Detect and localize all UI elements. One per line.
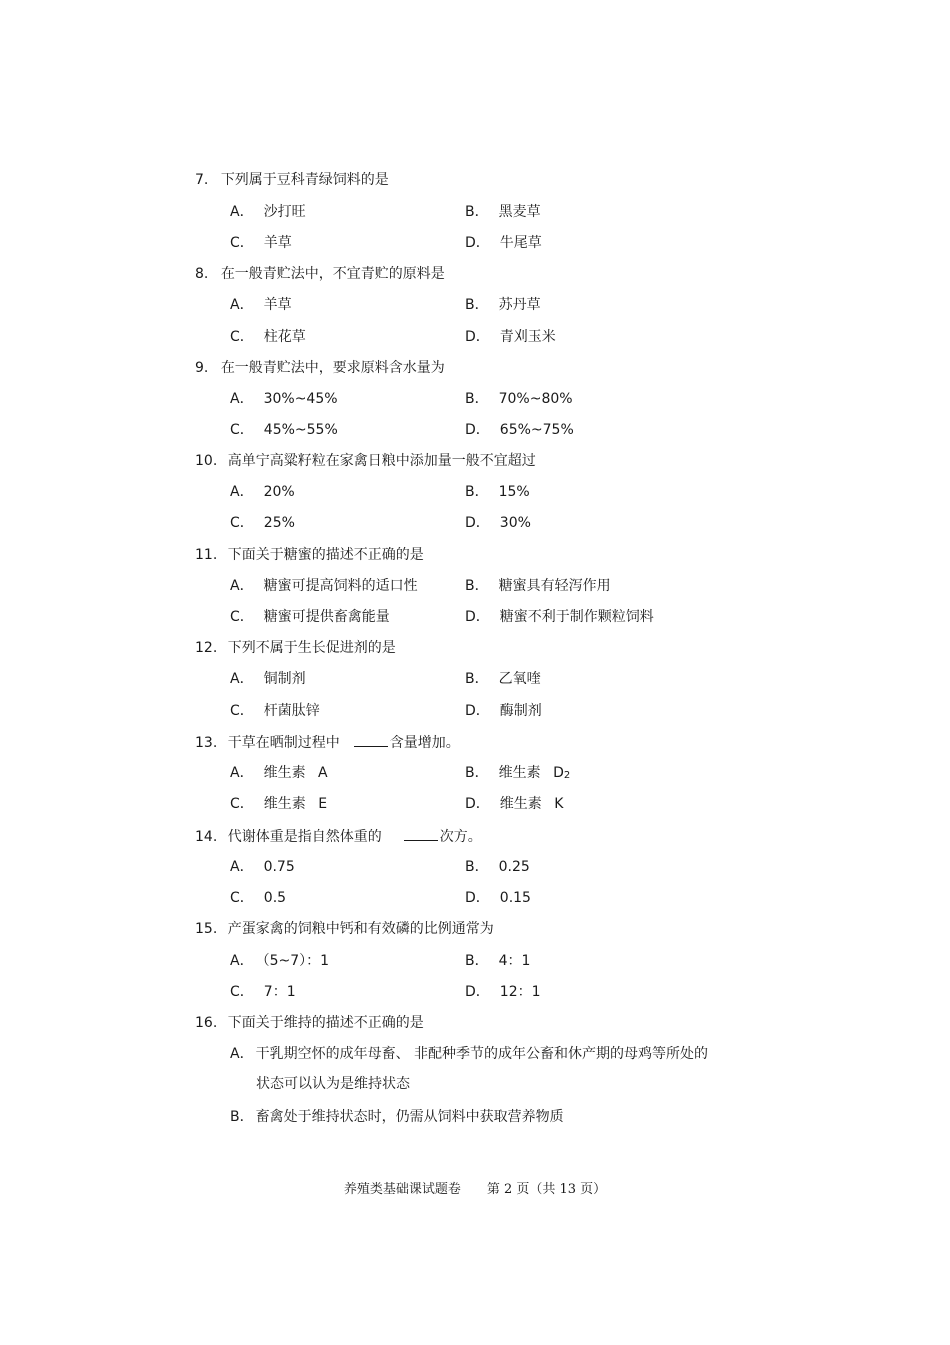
question-13 bbox=[195, 732, 460, 753]
question-text-after: 次方。 bbox=[439, 829, 482, 845]
footer-page-info: 第 2 页（共 13 页） bbox=[486, 1182, 607, 1197]
page-footer bbox=[0, 1178, 950, 1197]
answer-blank bbox=[354, 732, 388, 747]
option-b: B． 维生素 D2 bbox=[465, 765, 571, 781]
question-number: 15. bbox=[195, 921, 218, 937]
question-text-before: 代谢体重是指自然体重的 bbox=[227, 829, 382, 845]
option-d: D． 牛尾草 bbox=[465, 235, 542, 251]
option-d: D． 酶制剂 bbox=[465, 703, 542, 719]
option-c: C． 0.5 bbox=[230, 890, 287, 906]
option-d: D． 0.15 bbox=[465, 890, 531, 906]
option-c: C． 杆菌肽锌 bbox=[230, 703, 320, 719]
question-9 bbox=[195, 358, 445, 378]
option-a: A． 0.75 bbox=[230, 859, 295, 875]
option-b: B． 黑麦草 bbox=[465, 204, 541, 220]
option-d: D． 青刈玉米 bbox=[465, 329, 556, 345]
option-b: B． 糖蜜具有轻泻作用 bbox=[465, 578, 611, 594]
question-text: 下面关于糖蜜的描述不正确的是 bbox=[227, 547, 424, 563]
question-text: 下面关于维持的描述不正确的是 bbox=[227, 1015, 424, 1031]
option-a: A． 30%~45% bbox=[230, 391, 338, 407]
option-a: A． 铜制剂 bbox=[230, 671, 306, 687]
question-text-after: 含量增加。 bbox=[389, 735, 460, 751]
question-12 bbox=[195, 638, 396, 658]
option-c: C． 7：1 bbox=[230, 984, 296, 1000]
question-text: 在一般青贮法中，不宜青贮的原料是 bbox=[220, 266, 445, 282]
option-d: D． 维生素 K bbox=[465, 796, 564, 812]
option-c: C． 糖蜜可提供畜禽能量 bbox=[230, 609, 390, 625]
question-text-before: 干草在晒制过程中 bbox=[227, 735, 340, 751]
question-16 bbox=[195, 1013, 424, 1033]
option-c: C． 25% bbox=[230, 515, 295, 531]
option-a: A． 干乳期空怀的成年母畜、 非配种季节的成年公畜和休产期的母鸡等所处的 bbox=[230, 1046, 709, 1062]
question-text: 在一般青贮法中，要求原料含水量为 bbox=[220, 360, 445, 376]
question-number: 7. bbox=[195, 172, 209, 188]
option-d: D． 65%~75% bbox=[465, 422, 574, 438]
answer-blank bbox=[404, 826, 438, 841]
option-b: B． 15% bbox=[465, 484, 530, 500]
option-c: C． 柱花草 bbox=[230, 329, 306, 345]
option-c: C． 45%~55% bbox=[230, 422, 338, 438]
option-c: C． 羊草 bbox=[230, 235, 292, 251]
question-15 bbox=[195, 919, 494, 939]
question-text: 下列不属于生长促进剂的是 bbox=[227, 640, 396, 656]
option-b: B． 乙氧喹 bbox=[465, 671, 541, 687]
option-b: B． 畜禽处于维持状态时，仍需从饲料中获取营养物质 bbox=[230, 1109, 564, 1125]
question-text: 产蛋家禽的饲粮中钙和有效磷的比例通常为 bbox=[227, 921, 494, 937]
question-number: 16. bbox=[195, 1015, 218, 1031]
option-a: A． （5~7）：1 bbox=[230, 953, 330, 969]
question-number: 8. bbox=[195, 266, 209, 282]
option-d: D． 12：1 bbox=[465, 984, 541, 1000]
option-a-continuation: 状态可以认为是维持状态 bbox=[256, 1076, 410, 1092]
question-number: 12. bbox=[195, 640, 218, 656]
option-a: A． 糖蜜可提高饲料的适口性 bbox=[230, 578, 418, 594]
question-10 bbox=[195, 451, 536, 471]
question-number: 11. bbox=[195, 547, 218, 563]
option-b: B． 苏丹草 bbox=[465, 297, 541, 313]
option-c: C． 维生素 E bbox=[230, 796, 328, 812]
option-d: D． 30% bbox=[465, 515, 531, 531]
question-number: 9. bbox=[195, 360, 209, 376]
option-a: A． 沙打旺 bbox=[230, 204, 306, 220]
question-11 bbox=[195, 545, 424, 565]
option-b: B． 0.25 bbox=[465, 859, 530, 875]
option-a: A． 20% bbox=[230, 484, 295, 500]
question-7 bbox=[195, 170, 389, 190]
question-number: 14. bbox=[195, 829, 218, 845]
option-a: A． 羊草 bbox=[230, 297, 292, 313]
option-b: B． 4：1 bbox=[465, 953, 531, 969]
question-number: 13. bbox=[195, 735, 218, 751]
question-text: 高单宁高粱籽粒在家禽日粮中添加量一般不宜超过 bbox=[227, 453, 536, 469]
question-14 bbox=[195, 826, 482, 847]
question-8 bbox=[195, 264, 445, 284]
question-text: 下列属于豆科青绿饲料的是 bbox=[220, 172, 389, 188]
option-a: A． 维生素 A bbox=[230, 765, 328, 781]
footer-title: 养殖类基础课试题卷 bbox=[343, 1182, 461, 1197]
option-d: D． 糖蜜不利于制作颗粒饲料 bbox=[465, 609, 654, 625]
question-number: 10. bbox=[195, 453, 218, 469]
option-b: B． 70%~80% bbox=[465, 391, 573, 407]
